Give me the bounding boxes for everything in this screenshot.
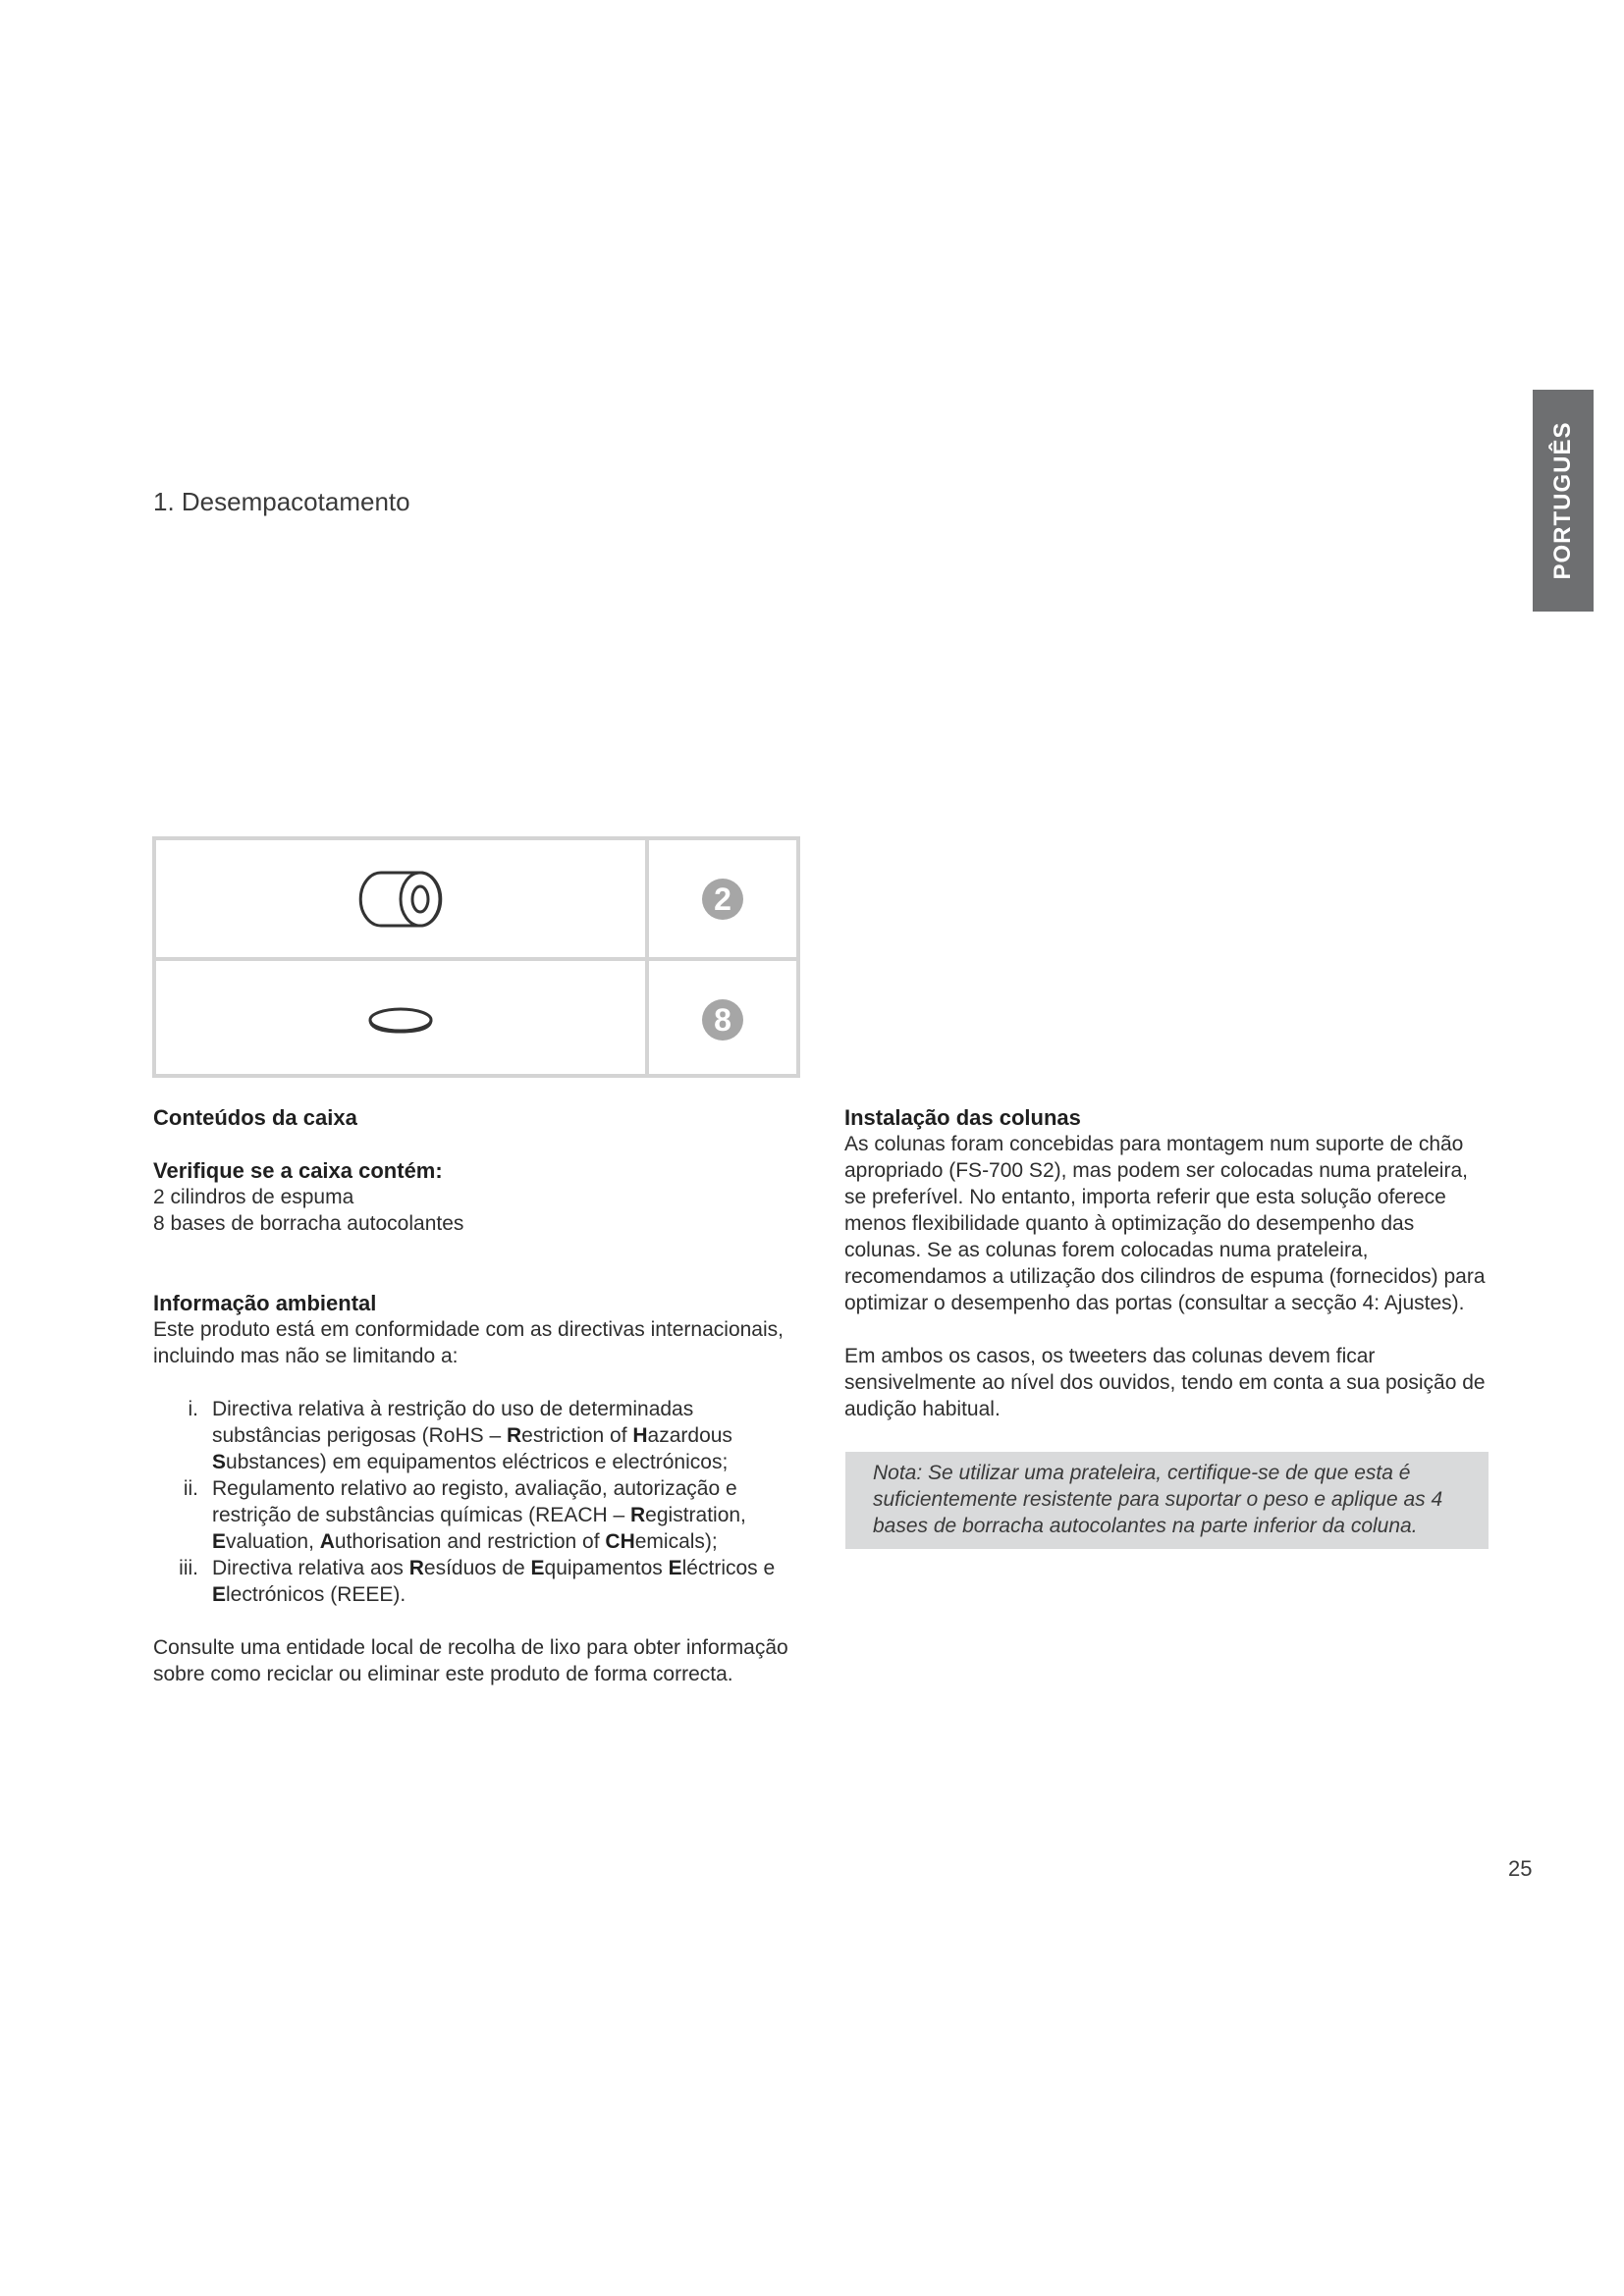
directive-item: iii. Directiva relativa aos Resíduos de Equipamentos Eléctricos e Electrónicos (REEE). bbox=[153, 1555, 801, 1608]
installation-paragraph: As colunas foram concebidas para montagem num suporte de chão apropriado (FS-700 S2), mas podem ser colocadas numa prateleira, se preferível. No entanto, importa referir que esta solução oferece menos flexibilidade quanto à optimização do desempenho das colunas. Se as colunas forem colocadas numa prateleira, recomendamos a utilização dos cilindros de espuma (fornecidos) para optimizar o desempenho das portas (consultar a secção 4: Ajustes). bbox=[844, 1133, 1486, 1314]
table-row bbox=[156, 961, 796, 1078]
directive-item: ii. Regulamento relativo ao registo, avaliação, autorização e restrição de substâncias químicas (REACH – Registration, Evaluation, Authorisation and restriction of CHemicals); bbox=[153, 1475, 801, 1555]
page-number: 25 bbox=[1508, 1856, 1533, 1881]
check-item: 2 cilindros de espuma bbox=[153, 1186, 354, 1208]
quantity-badge: 2 bbox=[702, 879, 743, 920]
foam-cylinder-icon bbox=[352, 865, 450, 934]
environment-intro: Este produto está em conformidade com as directivas internacionais, incluindo mas não se limitando a: bbox=[153, 1318, 784, 1367]
check-heading: Verifique se a caixa contém: bbox=[153, 1158, 443, 1183]
item-image-cell bbox=[156, 961, 649, 1078]
section-title: 1. Desempacotamento bbox=[153, 487, 410, 516]
rubber-foot-icon bbox=[361, 1000, 440, 1040]
box-contents-heading: Conteúdos da caixa bbox=[153, 1105, 357, 1130]
table-row bbox=[156, 840, 796, 961]
installation-heading: Instalação das colunas bbox=[844, 1105, 1081, 1130]
directive-number: ii. bbox=[183, 1477, 198, 1500]
language-tab bbox=[1533, 390, 1594, 612]
quantity-badge: 8 bbox=[702, 999, 743, 1041]
box-contents-table bbox=[152, 836, 800, 1078]
directive-number: i. bbox=[188, 1398, 198, 1420]
environment-heading: Informação ambiental bbox=[153, 1291, 377, 1315]
directive-number: iii. bbox=[179, 1557, 198, 1579]
directives-list bbox=[153, 1396, 801, 1608]
shelf-note: Nota: Se utilizar uma prateleira, certifique-se de que esta é suficientemente resistente para suportar o peso e aplique as 4 bases de borracha autocolantes na parte inferior da coluna. bbox=[845, 1452, 1489, 1549]
language-tab-label: PORTUGUÊS bbox=[1549, 421, 1576, 580]
check-item: 8 bases de borracha autocolantes bbox=[153, 1212, 464, 1235]
item-image-cell bbox=[156, 840, 649, 957]
installation-paragraph: Em ambos os casos, os tweeters das colunas devem ficar sensivelmente ao nível dos ouvidos, tendo em conta a sua posição de audição habitual. bbox=[844, 1345, 1486, 1420]
directive-item: i. Directiva relativa à restrição do uso de determinadas substâncias perigosas (RoHS – Restriction of Hazardous Substances) em equipamentos eléctricos e electrónicos; bbox=[153, 1396, 801, 1475]
left-column bbox=[153, 1104, 801, 1687]
right-column bbox=[844, 1104, 1492, 1549]
quantity-cell bbox=[649, 840, 796, 957]
recycling-text: Consulte uma entidade local de recolha de lixo para obter informação sobre como reciclar ou eliminar este produto de forma correcta. bbox=[153, 1636, 788, 1685]
quantity-cell bbox=[649, 961, 796, 1078]
